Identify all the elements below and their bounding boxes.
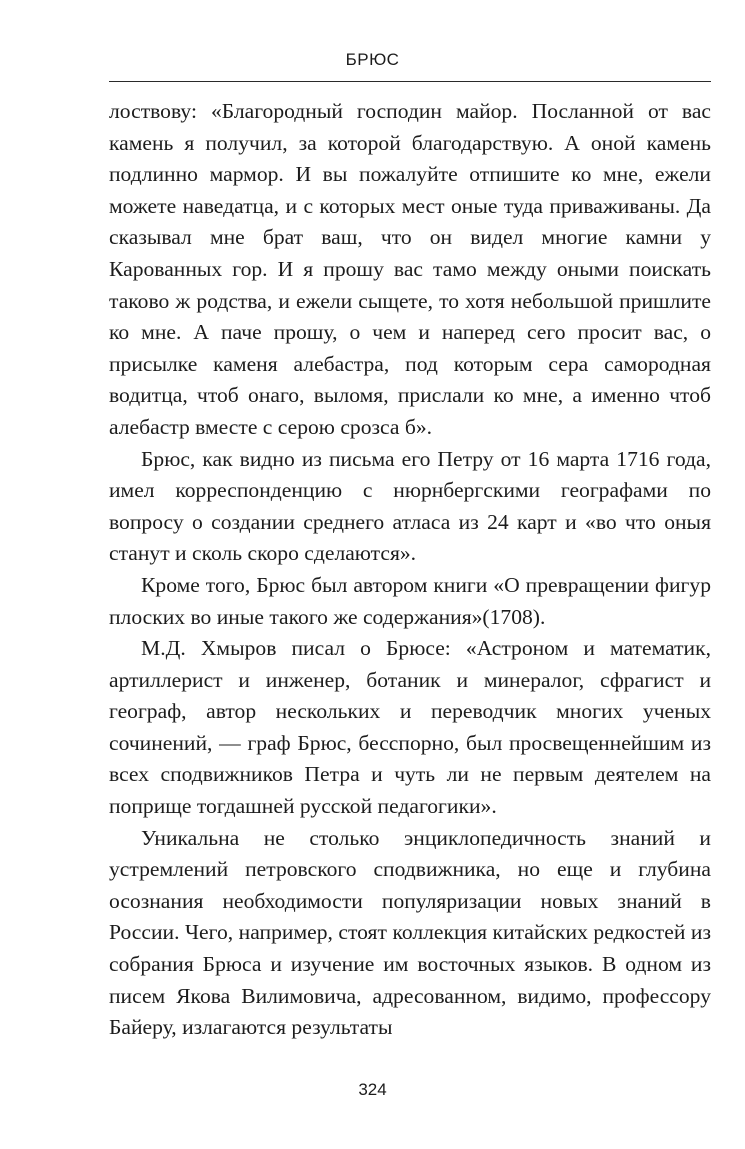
page-number: 324 <box>358 1080 387 1099</box>
paragraph-letter-quote: лоствову: «Благородный господин майор. Посланной от вас камень я получил, за которой благодарствую. А оной камень подлинно мармор. И вы пожалуйте отпишите ко мне, ежели можете наведатца, и с которых мест оные туда приваживаны. Да сказывал мне брат ваш, что он видел многие камни у Карованных гор. И я прошу вас тамо между оными поискать таково ж родства, и ежели сыщете, то хотя небольшой пришлите ко мне. А паче прошу, о чем и наперед сего просит вас, о присылке каменя алебастра, под которым сера самородная водитца, чтоб онаго, выломя, прислали ко мне, а именно чтоб алебастр вместе с серою срозса б». <box>109 99 711 439</box>
paragraph-khmyrov-quote: М.Д. Хмыров писал о Брюсе: «Астроном и математик, артиллерист и инженер, ботаник и минералог, сфрагист и географ, автор нескольких и переводчик многих ученых сочинений, — граф Брюс, бесспорно, был просвещеннейшим из всех сподвижников Петра и чуть ли не первым деятелем на поприще тогдашней русской педагогики». <box>109 636 711 819</box>
running-head: БРЮС <box>345 50 400 69</box>
paragraph-encyclopedic: Уникальна не столько энциклопедичность знаний и устремлений петровского сподвижника, но еще и глубина осознания необходимости популяризации новых знаний в России. Чего, например, стоят коллекция китайских редкостей из собрания Брюса и изучение им восточных языков. В одном из писем Якова Вилимовича, адресованном, видимо, профессору Байеру, излагаются результаты <box>109 825 711 1040</box>
paragraph-atlas: Брюс, как видно из письма его Петру от 16 марта 1716 года, имел корреспонденцию с нюрнбергскими географами по вопросу о создании среднего атласа из 24 карт и «во что оныя станут и сколь скоро сделаются». <box>109 446 711 566</box>
body-text <box>109 96 711 1044</box>
paragraph-book: Кроме того, Брюс был автором книги «О превращении фигур плоских во иные такого же содержания»(1708). <box>109 572 711 629</box>
header-rule <box>109 81 711 82</box>
